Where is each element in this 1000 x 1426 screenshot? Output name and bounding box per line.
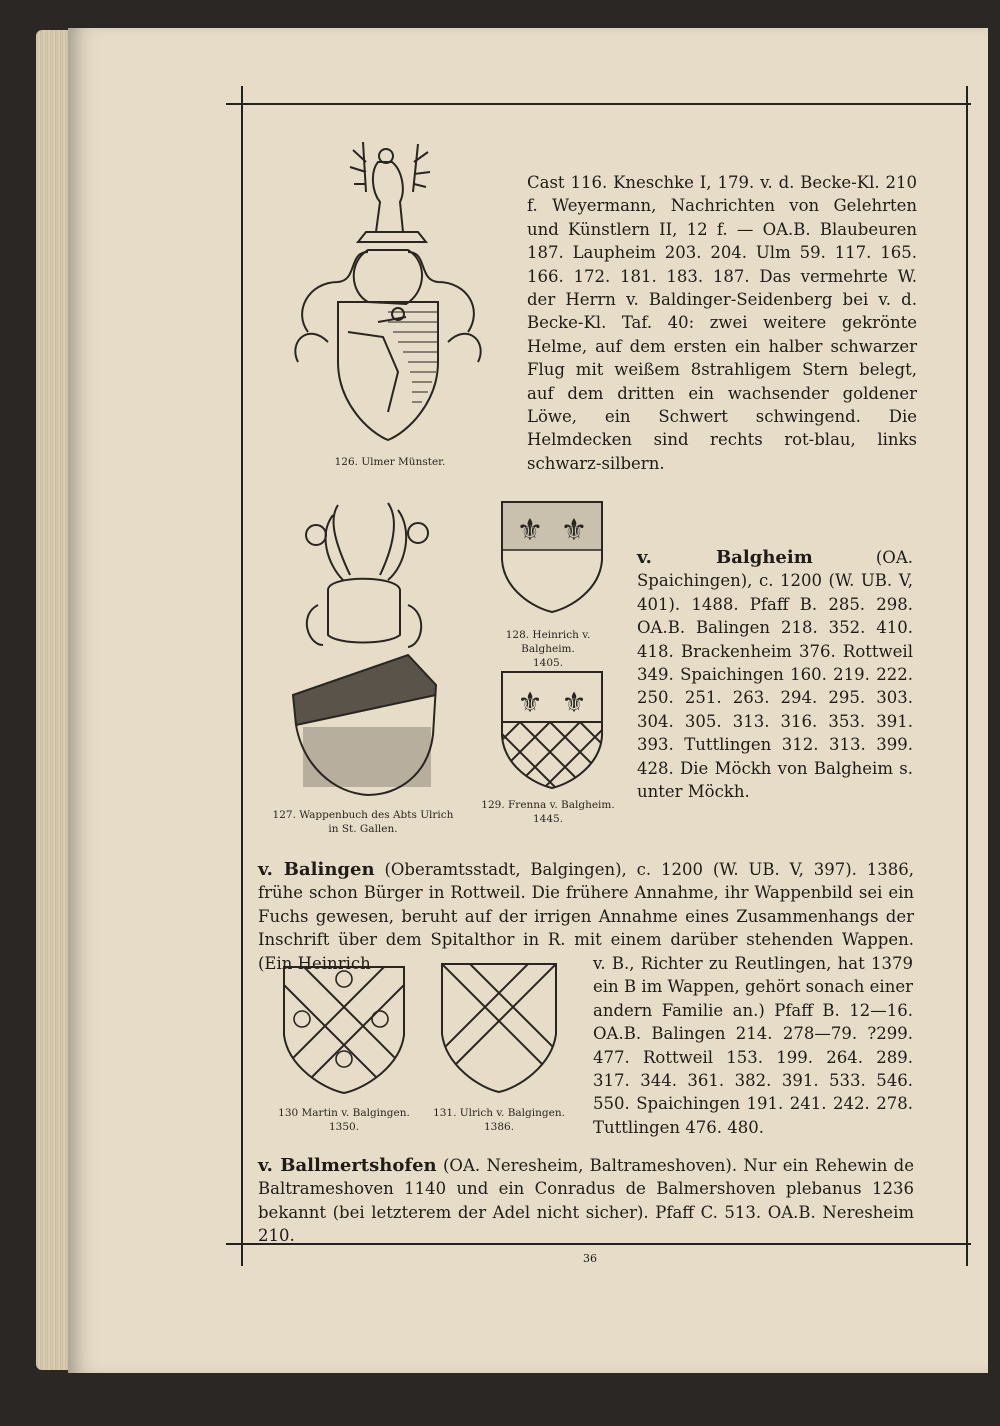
fig127-abbot-armorial-crest — [288, 495, 448, 800]
fig128-year: 1405. — [532, 657, 564, 669]
fig126-caption: 126. Ulmer Münster. — [334, 456, 446, 468]
fig131-balgingen-shield-1386 — [440, 962, 558, 1096]
fig127-caption: 127. Wappenbuch des Abts Ulrich in St. Gallen. — [272, 809, 454, 835]
fig128-label: 128. Heinrich v. Balgheim. — [505, 629, 591, 655]
entry-balgheim-name: v. Balgheim — [637, 547, 813, 568]
fig131-year: 1386. — [483, 1121, 515, 1133]
fig128-caption — [478, 628, 618, 670]
frame-left-rule — [241, 86, 243, 1266]
svg-text:⚜: ⚜ — [516, 513, 544, 548]
fig128-balgheim-shield-1405 — [500, 500, 604, 616]
entry-balingen-text-top: (Oberamtsstadt, Balgingen), c. 1200 (W. UB. V, 397). 1386, frühe schon Bürger in Rottweil. Die frühere Annahme, ihr Wappenbild sei ein Fuchs gewesen, beruht auf der irrigen Annahme eines Zusammenhangs der Inschrift über dem Spitalthor in R. mit einem darüber stehenden Wappen. (Ein Heinrich — [258, 860, 914, 973]
entry-balingen-name: v. Balingen — [258, 859, 375, 880]
entry-ballmertshofen-name: v. Ballmertshofen — [258, 1155, 437, 1176]
frame-top-rule — [226, 103, 971, 105]
entry-ballmertshofen — [258, 1154, 914, 1248]
fig131-label: 131. Ulrich v. Balgingen. — [433, 1107, 565, 1119]
frame-right-rule — [966, 86, 968, 1266]
fig130-balgingen-shield-1350 — [282, 965, 406, 1097]
svg-text:⚜: ⚜ — [560, 513, 588, 548]
fig130-year: 1350. — [328, 1121, 360, 1133]
top-text-block: Cast 116. Kneschke I, 179. v. d. Becke-Kl. 210 f. Weyermann, Nachrichten von Gelehrten und Künstlern II, 12 f. — OA.B. Blaubeuren 187. Laupheim 203. 204. Ulm 59. 117. 165. 166. 172. 181. 183. 187. Das vermehrte W. der Herrn v. Baldinger-Seidenberg bei v. d. Becke-Kl. Taf. 40: zwei weitere gekrönte Helme, auf dem ersten ein halber schwarzer Flug mit weißem 8strahligem Stern belegt, auf dem dritten ein wachsender goldener Löwe, ein Schwert schwingend. Die Helmdecken sind rechts rot-blau, links schwarz-silbern. — [527, 173, 917, 473]
fig130-label: 130 Martin v. Balgingen. — [278, 1107, 410, 1119]
fig129-caption — [478, 798, 618, 826]
entry-balgheim — [637, 546, 913, 803]
page-number: 36 — [583, 1252, 597, 1265]
fig129-year: 1445. — [532, 813, 564, 825]
entry-balgheim-text: (OA. Spaichingen), c. 1200 (W. UB. V, 401). 1488. Pfaff B. 285. 298. OA.B. Balingen 218. 352. 410. 418. Brackenheim 376. Rottweil 349. Spaichingen 160. 219. 222. 250. 251. 263. 294. 295. 303. 304. 305. 313. 316. 353. 391. 393. Tuttlingen 312. 313. 399. 428. Die Möckh von Balgheim s. unter Möckh. — [637, 548, 913, 802]
fig129-label: 129. Frenna v. Balgheim. — [481, 799, 615, 811]
entry-ballmertshofen-text: (OA. Neresheim, Baltrameshoven). Nur ein Rehewin de Baltrameshoven 1140 und ein Conradus de Balmershoven plebanus 1236 bekannt (bei letzterem der Adel nicht sicher). Pfaff C. 513. OA.B. Neresheim 210. — [258, 1156, 914, 1246]
fig130-caption — [264, 1106, 424, 1134]
entry-balingen-continued: v. B., Richter zu Reutlingen, hat 1379 ein B im Wappen, gehört sonach einer andern Familie an.) Pfaff B. 12—16. OA.B. Balingen 214. 278—79. ?299. 477. Rottweil 153. 199. 264. 289. 317. 344. 361. 382. 391. 533. 546. 550. Spaichingen 191. 241. 242. 278. Tuttlingen 476. 480. — [593, 954, 913, 1137]
fig131-caption — [424, 1106, 574, 1134]
fig129-balgheim-shield-1445 — [500, 670, 604, 792]
svg-text:⚜: ⚜ — [561, 686, 587, 719]
svg-text:⚜: ⚜ — [517, 686, 543, 719]
fig126-helmet-crest-illustration — [288, 132, 488, 447]
